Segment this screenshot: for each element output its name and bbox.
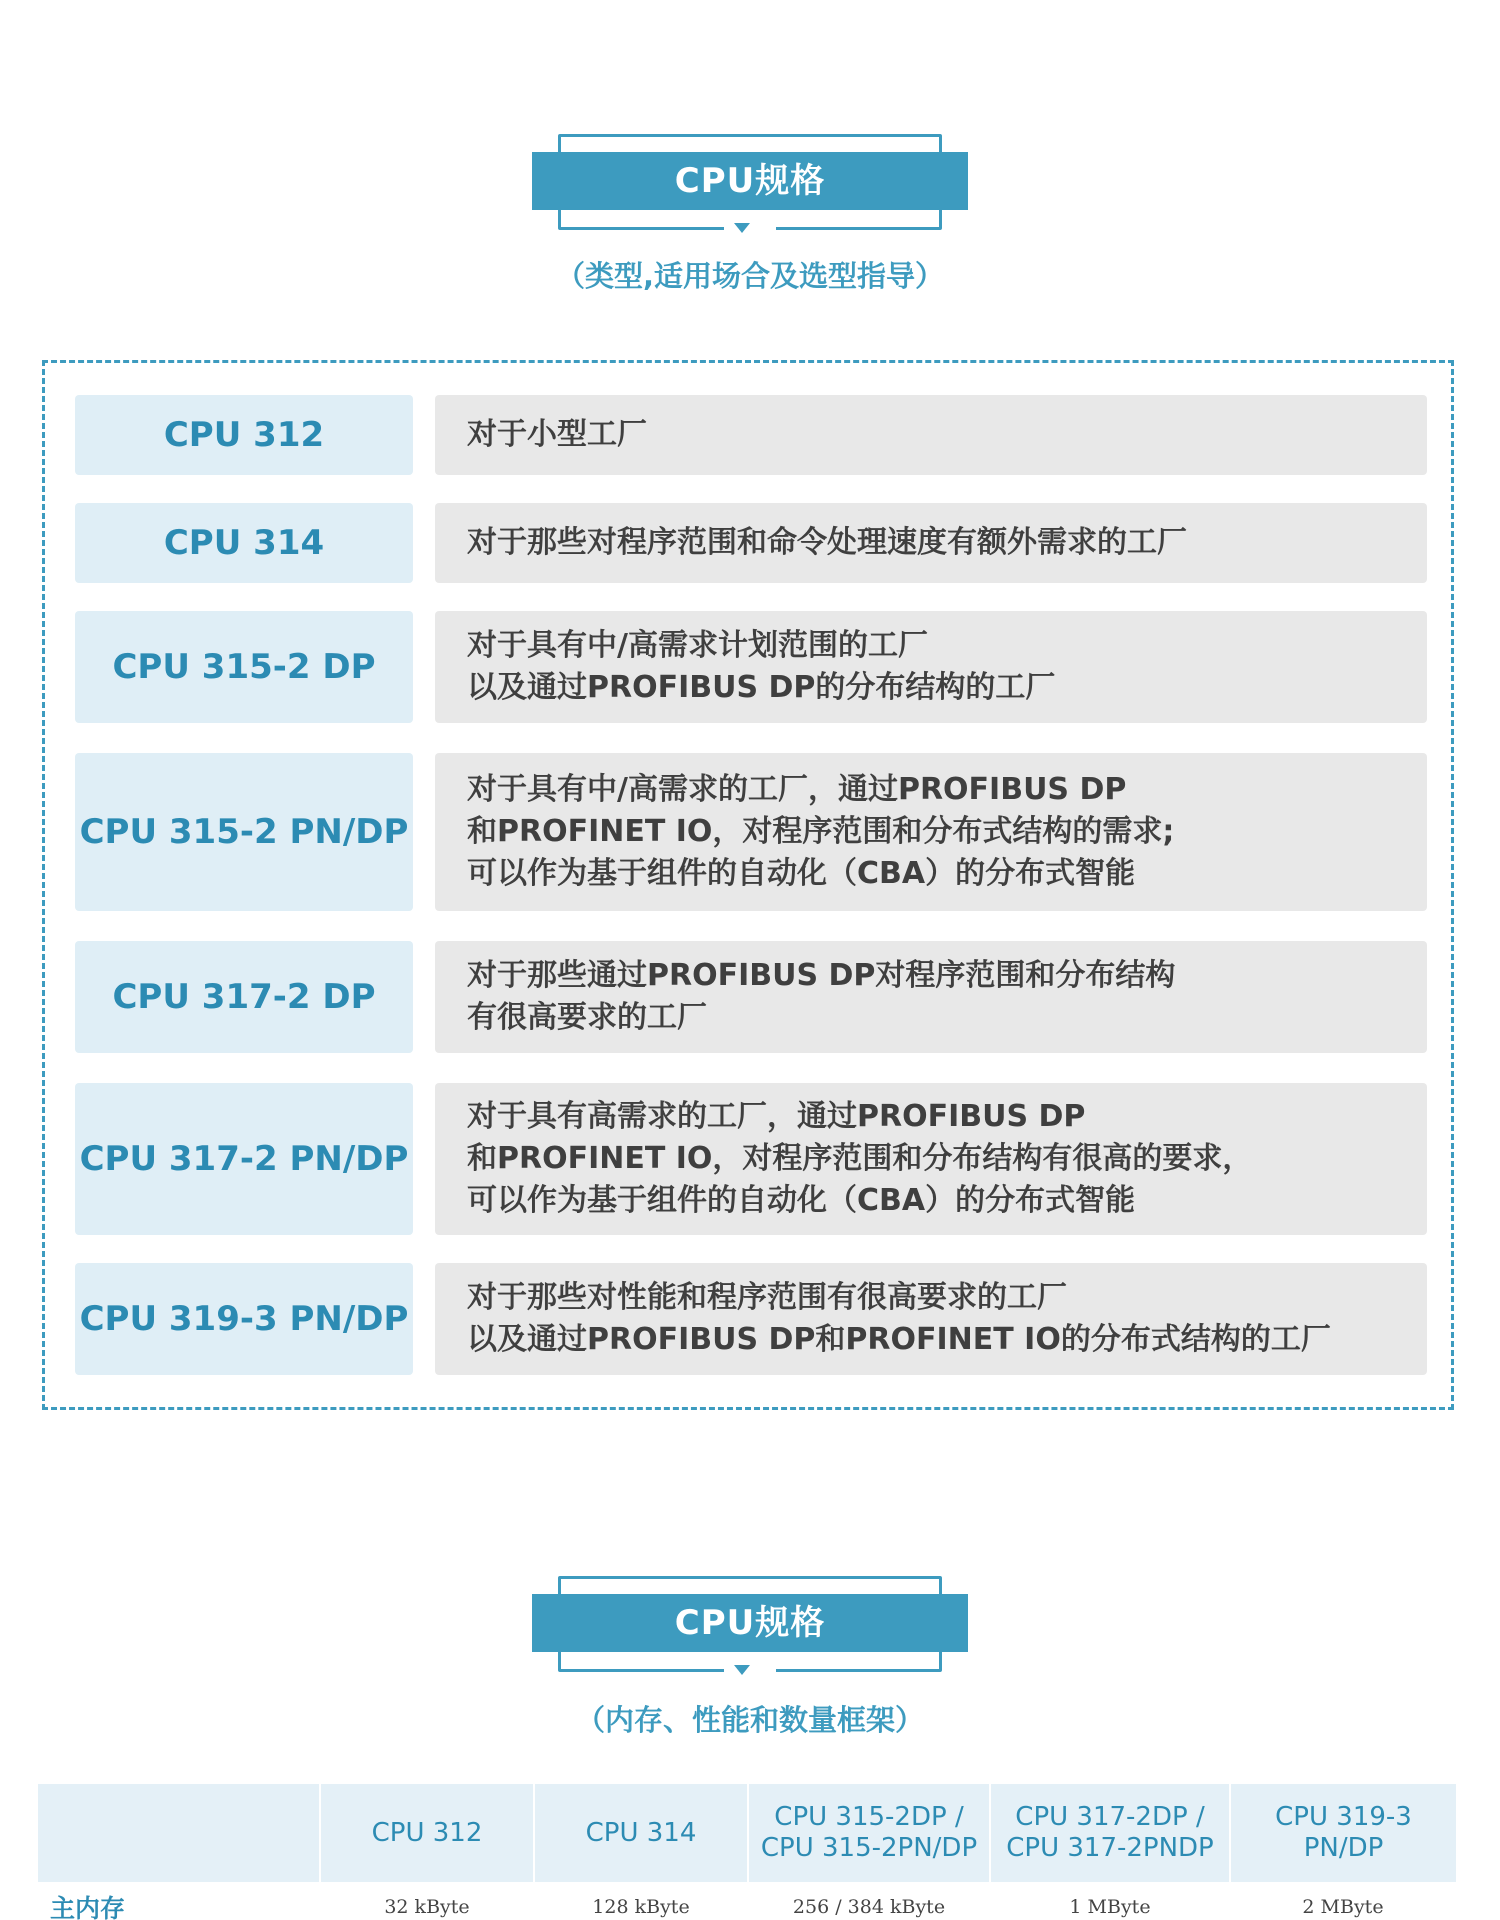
section-heading-specs [0, 1570, 1500, 1760]
cpu-type-row [75, 1263, 1427, 1375]
table-cell: 32 kByte [320, 1882, 534, 1920]
description-line: 有很高要求的工厂 [467, 1000, 707, 1035]
table-row [38, 1882, 1456, 1920]
cpu-type-row [75, 1083, 1427, 1235]
description-line: 对于那些对程序范围和命令处理速度有额外需求的工厂 [467, 525, 1187, 560]
table-header-cell [320, 1784, 534, 1882]
table-cell: 256 / 384 kByte [748, 1882, 990, 1920]
description-line: 以及通过PROFIBUS DP的分布结构的工厂 [467, 670, 1056, 705]
section-heading-types [0, 130, 1500, 320]
cpu-type-description [435, 1083, 1427, 1235]
header-line: CPU 317-2PNDP [1006, 1833, 1214, 1863]
cpu-type-name: CPU 315-2 PN/DP [75, 753, 413, 911]
section-title: CPU规格 [532, 1594, 968, 1652]
description-line: 对于具有高需求的工厂，通过PROFIBUS DP [467, 1099, 1086, 1134]
section-title: CPU规格 [532, 152, 968, 210]
cpu-type-description [435, 503, 1427, 583]
table-cell: 128 kByte [534, 1882, 748, 1920]
table-cell: 1 MByte [990, 1882, 1230, 1920]
description-line: 对于具有中/高需求计划范围的工厂 [467, 628, 928, 663]
cpu-type-row [75, 941, 1427, 1053]
heading-arrow-icon [734, 223, 750, 233]
header-line: PN/DP [1303, 1833, 1384, 1863]
cpu-type-name: CPU 314 [75, 503, 413, 583]
description-line: 和PROFINET IO，对程序范围和分布式结构的需求; [467, 814, 1175, 849]
description-line: 和PROFINET IO，对程序范围和分布结构有很高的要求， [467, 1141, 1253, 1176]
cpu-type-row [75, 753, 1427, 911]
cpu-type-name: CPU 317-2 PN/DP [75, 1083, 413, 1235]
header-line: CPU 319-3 [1275, 1802, 1412, 1832]
table-header-cell [748, 1784, 990, 1882]
table-corner-cell [38, 1784, 320, 1882]
header-line: CPU 312 [371, 1817, 483, 1848]
description-line: 对于具有中/高需求的工厂，通过PROFIBUS DP [467, 772, 1127, 807]
table-header-row [38, 1784, 1456, 1882]
section-subtitle: （类型,适用场合及选型指导） [555, 259, 945, 293]
header-line: CPU 317-2DP / [1015, 1802, 1205, 1832]
header-line: CPU 315-2DP / [774, 1802, 964, 1832]
cpu-type-description [435, 1263, 1427, 1375]
cpu-type-row [75, 611, 1427, 723]
section-subtitle: （内存、性能和数量框架） [575, 1703, 924, 1737]
description-line: 对于那些对性能和程序范围有很高要求的工厂 [467, 1280, 1067, 1315]
table-header-cell [534, 1784, 748, 1882]
table-cell: 2 MByte [1230, 1882, 1456, 1920]
heading-arrow-icon [734, 1665, 750, 1675]
heading-notch-gap [724, 225, 776, 231]
description-line: 可以作为基于组件的自动化（CBA）的分布式智能 [467, 1183, 1136, 1218]
cpu-type-name: CPU 312 [75, 395, 413, 475]
cpu-type-description [435, 941, 1427, 1053]
cpu-types-panel [42, 360, 1454, 1410]
table-header-cell [990, 1784, 1230, 1882]
description-line: 可以作为基于组件的自动化（CBA）的分布式智能 [467, 856, 1136, 891]
cpu-type-description [435, 753, 1427, 911]
cpu-type-name: CPU 317-2 DP [75, 941, 413, 1053]
cpu-type-name: CPU 315-2 DP [75, 611, 413, 723]
table-header-cell [1230, 1784, 1456, 1882]
description-line: 对于那些通过PROFIBUS DP对程序范围和分布结构 [467, 958, 1176, 993]
cpu-type-row [75, 503, 1427, 583]
cpu-type-row [75, 395, 1427, 475]
table-row-label: 主内存 [38, 1882, 320, 1920]
cpu-type-description [435, 611, 1427, 723]
cpu-type-description [435, 395, 1427, 475]
header-line: CPU 315-2PN/DP [760, 1833, 978, 1863]
heading-notch-gap [724, 1667, 776, 1673]
cpu-type-name: CPU 319-3 PN/DP [75, 1263, 413, 1375]
description-line: 对于小型工厂 [467, 417, 647, 452]
header-line: CPU 314 [585, 1817, 697, 1848]
description-line: 以及通过PROFIBUS DP和PROFINET IO的分布式结构的工厂 [467, 1322, 1331, 1357]
cpu-spec-table [38, 1784, 1456, 1920]
